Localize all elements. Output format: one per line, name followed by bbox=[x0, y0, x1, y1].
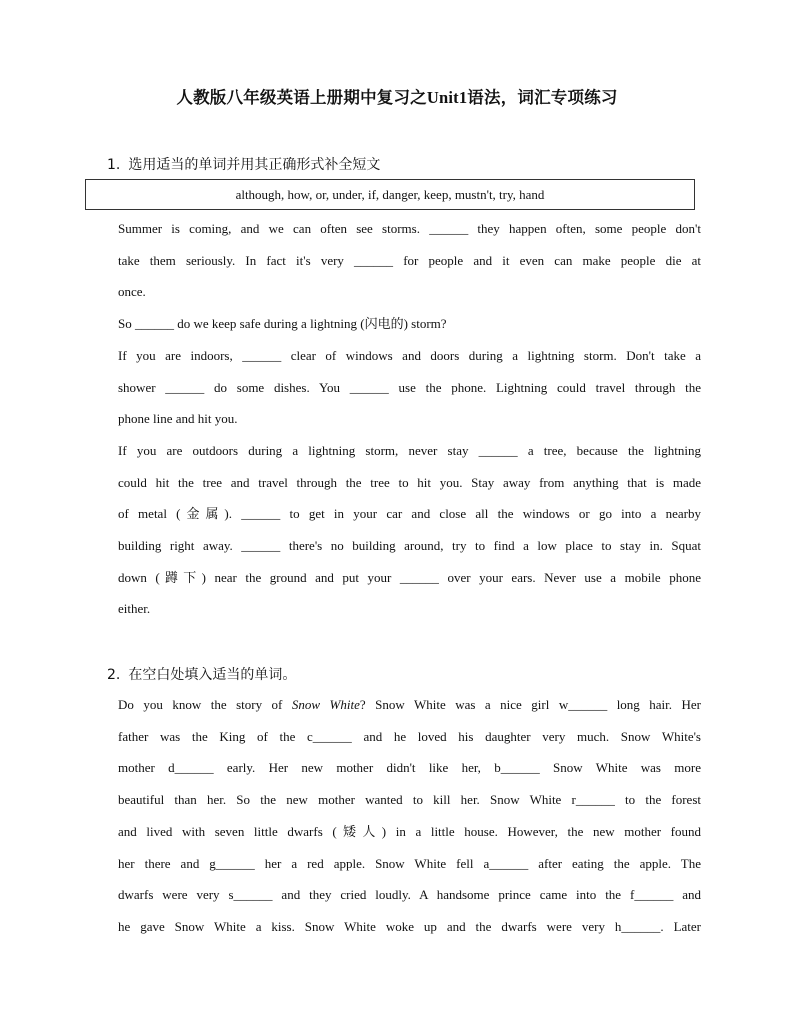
passage-line: Summer is coming, and we can often see storms. ______ they happen often, some people don't bbox=[118, 221, 701, 236]
document-title: 人教版八年级英语上册期中复习之Unit1语法，词汇专项练习 bbox=[176, 88, 618, 107]
word-bank-box: although, how, or, under, if, danger, keep, mustn't, try, hand bbox=[85, 179, 695, 210]
line1-before: Do you know the story of bbox=[118, 697, 292, 712]
story-title-italic: Snow White bbox=[291, 697, 360, 712]
passage-line: once. bbox=[118, 284, 146, 300]
section1-heading-text: 选用适当的单词并用其正确形式补全短文 bbox=[128, 157, 381, 173]
passage-line: So ______ do we keep safe during a lightning (闪电的) storm? bbox=[118, 316, 447, 332]
passage-line: building right away. ______ there's no building around, try to find a low place to stay in. Squat bbox=[118, 538, 701, 554]
passage-line-first bbox=[118, 689, 701, 721]
passage-line: either. bbox=[118, 601, 151, 617]
section1-heading bbox=[107, 154, 380, 174]
passage-line: beautiful than her. So the new mother wanted to kill her. Snow White r______ to the forest bbox=[118, 792, 701, 808]
passage-line: of metal (金属). ______ to get in your car and close all the windows or go into a nearby bbox=[118, 506, 701, 522]
passage-line: If you are indoors, ______ clear of windows and doors during a lightning storm. Don't take a bbox=[118, 347, 701, 363]
passage-line: phone line and hit you. bbox=[118, 411, 238, 427]
passage-line: and lived with seven little dwarfs (矮人) in a little house. However, the new mother found bbox=[118, 823, 701, 839]
passage-line: take them seriously. In fact it's very ______ for people and it even can make people die at bbox=[118, 252, 701, 268]
passage-line: he gave Snow White a kiss. Snow White woke up and the dwarfs were very h______. Later bbox=[118, 918, 701, 934]
passage-line: her there and g______ her a red apple. Snow White fell a______ after eating the apple. The bbox=[118, 855, 701, 871]
passage-line: shower ______ do some dishes. You ______ use the phone. Lightning could travel through the bbox=[118, 379, 701, 395]
section2-heading bbox=[107, 664, 296, 684]
passage-line: down (蹲下) near the ground and put your ______ over your ears. Never use a mobile phone bbox=[118, 569, 701, 585]
passage-line: If you are outdoors during a lightning storm, never stay ______ a tree, because the lightning bbox=[118, 442, 701, 458]
passage-line: mother d______ early. Her new mother didn't like her, b______ Snow White was more bbox=[118, 760, 701, 776]
section1-number: 1. bbox=[107, 157, 121, 173]
section2-heading-text: 在空白处填入适当的单词。 bbox=[128, 667, 297, 683]
passage-line: could hit the tree and travel through the tree to hit you. Stay away from anything that is made bbox=[118, 474, 701, 490]
section2-passage bbox=[118, 689, 701, 943]
passage-line: father was the King of the c______ and he loved his daughter very much. Snow White's bbox=[118, 728, 701, 744]
passage-line: dwarfs were very s______ and they cried loudly. A handsome prince came into the f______ and bbox=[118, 887, 701, 903]
section1-passage bbox=[118, 213, 701, 625]
line1-after: ? Snow White was a nice girl w______ long hair. Her bbox=[359, 697, 701, 712]
section2-number: 2. bbox=[107, 667, 121, 683]
